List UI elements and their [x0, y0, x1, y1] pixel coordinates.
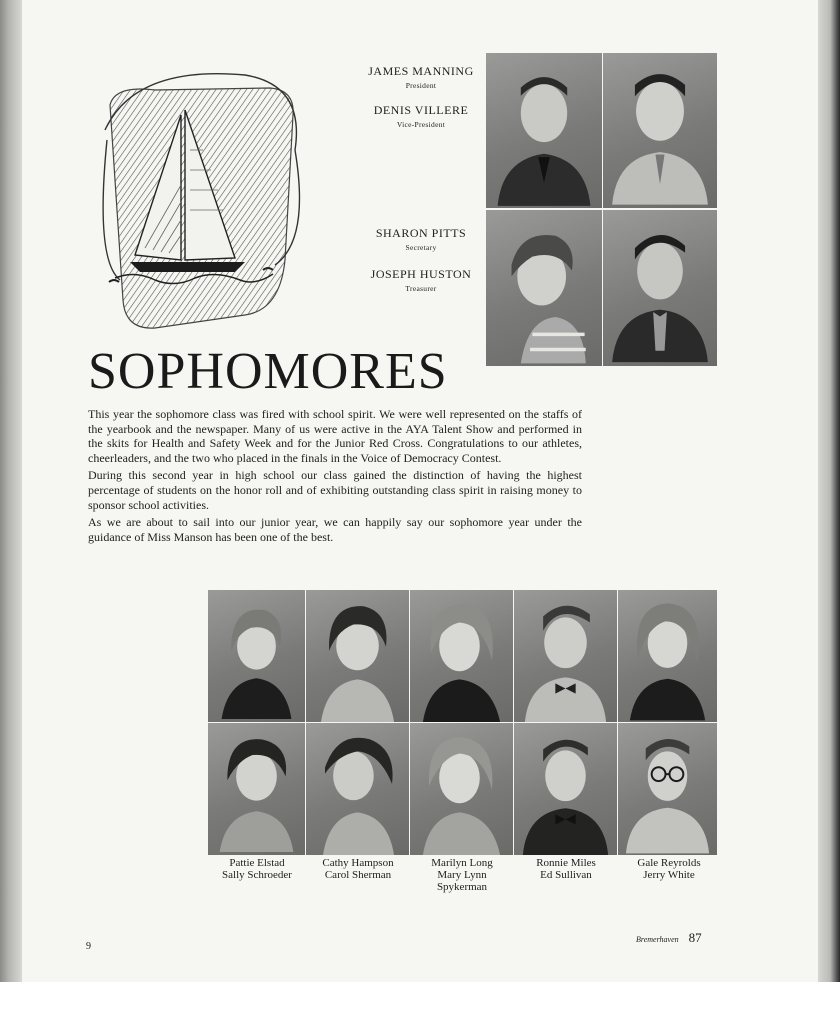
portrait-photo	[306, 590, 409, 722]
officer-name: JAMES MANNING	[368, 64, 474, 78]
portrait-photo	[410, 590, 513, 722]
portrait-caption	[205, 857, 309, 881]
book-spine-right	[818, 0, 840, 982]
scan-margin	[0, 982, 840, 1024]
student-name: Sally Schroeder	[222, 869, 292, 881]
student-name: Mary Lynn	[437, 869, 487, 881]
page-folio	[636, 930, 702, 946]
officer-role: President	[405, 81, 437, 90]
student-name: Gale Reyrolds	[637, 857, 701, 869]
portrait-photo	[208, 723, 305, 855]
portrait-photo	[306, 723, 409, 855]
portrait-caption	[617, 857, 721, 881]
officer-role: Secretary	[405, 243, 437, 252]
portrait-photo	[618, 590, 717, 722]
officer-name: SHARON PITTS	[375, 226, 467, 240]
student-name: Marilyn Long	[431, 857, 493, 869]
portrait-photo	[603, 53, 717, 208]
portrait-caption	[410, 857, 514, 893]
school-name: Bremerhaven	[636, 935, 679, 944]
portrait-photo	[486, 53, 602, 208]
portrait-photo	[514, 723, 617, 855]
officer-role: Vice-President	[396, 120, 446, 129]
student-name: Pattie Elstad	[229, 857, 285, 869]
sailboat-illustration	[95, 70, 305, 335]
page-number-right: 87	[688, 930, 702, 945]
paragraph: As we are about to sail into our junior year, we can happily say our sophomore year under the guidance of Miss Manson has been one of the best.	[88, 515, 582, 544]
paragraph: This year the sophomore class was fired with school spirit. We were well represented on the staffs of the yearbook and the newspaper. Many of us were active in the AYA Talent Show and performed in the skits for Health and Safety Week and for the Junior Red Cross. Congratulations to our athletes, cheerleaders, and the two who placed in the finals in the Voice of Democracy Contest.	[88, 407, 582, 465]
portrait-photo	[410, 723, 513, 855]
officer-role: Treasurer	[405, 284, 437, 293]
book-spine-left	[0, 0, 22, 982]
page-number-left: 9	[86, 941, 91, 952]
page-title: SOPHOMORES	[88, 343, 448, 400]
officer-name: DENIS VILLERE	[373, 103, 469, 117]
paragraph: During this second year in high school our class gained the distinction of having the highest percentage of students on the honor roll and of exhibiting outstanding class spirit in raising money to sponsor school activities.	[88, 468, 582, 512]
student-name: Cathy Hampson	[322, 857, 394, 869]
portrait-photo	[486, 210, 602, 366]
portrait-photo	[208, 590, 305, 722]
portrait-photo	[514, 590, 617, 722]
portrait-caption	[306, 857, 410, 881]
officer-name: JOSEPH HUSTON	[370, 267, 472, 281]
portrait-caption	[514, 857, 618, 881]
class-description	[88, 407, 582, 547]
student-name: Spykerman	[436, 881, 488, 893]
portrait-photo	[618, 723, 717, 855]
student-name: Carol Sherman	[324, 869, 392, 881]
student-name: Ed Sullivan	[540, 869, 592, 881]
student-name: Ronnie Miles	[536, 857, 596, 869]
student-name: Jerry White	[643, 869, 695, 881]
portrait-photo	[603, 210, 717, 366]
